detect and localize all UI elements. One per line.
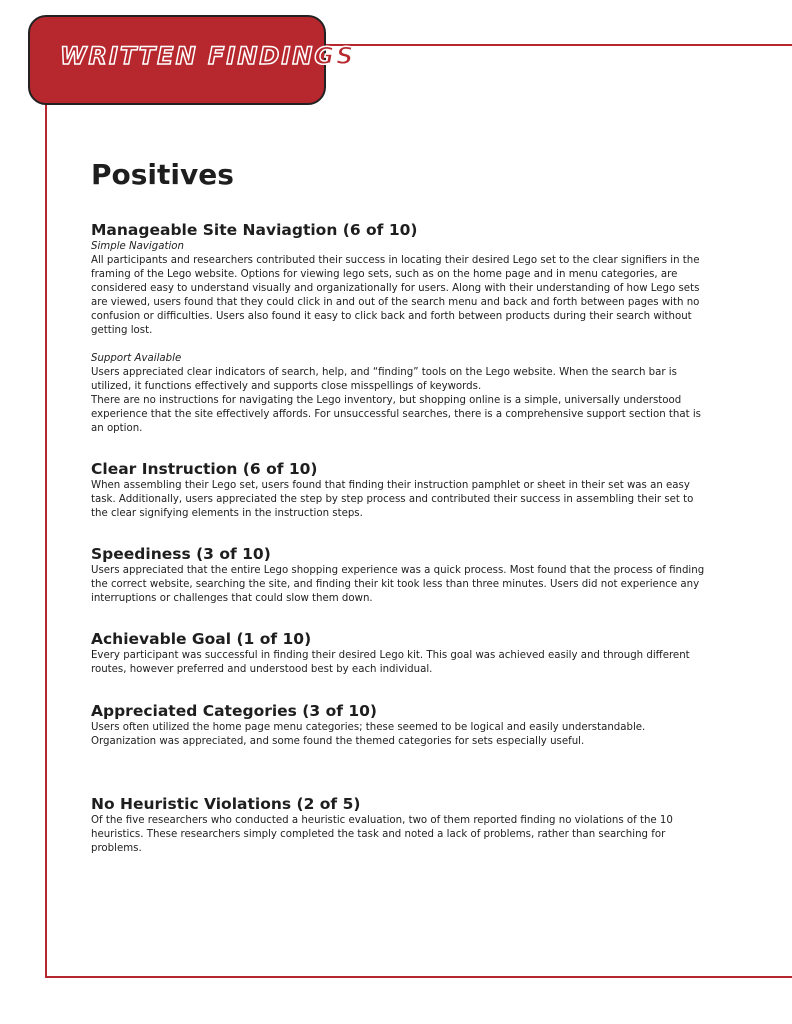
header-banner [28, 15, 356, 105]
section-no-heuristic-violations [91, 795, 711, 856]
section-paragraph: Every participant was successful in finding their desired Lego kit. This goal was achieved easily and through different routes, however preferred and understood best by each individual. [91, 650, 690, 675]
subheading-support-available: Support Available [91, 353, 182, 364]
frame-left-rule [45, 100, 47, 978]
section-heading: Appreciated Categories (3 of 10) [91, 702, 378, 720]
section-clear-instruction [91, 460, 711, 521]
frame-top-rule [300, 44, 792, 46]
banner-title: WRITTEN FINDINGS [60, 42, 356, 70]
section-paragraph: When assembling their Lego set, users found that finding their instruction pamphlet or sheet in their set was an easy task. Additionally, users appreciated the step by step process and contributed their success in assembling their set to the clear signifying elements in the instruction steps. [91, 480, 694, 519]
section-appreciated-categories [91, 702, 711, 749]
section-heading: No Heuristic Violations (2 of 5) [91, 795, 361, 813]
section-site-navigation [91, 221, 711, 436]
section-heading: Clear Instruction (6 of 10) [91, 460, 318, 478]
section-heading: Achievable Goal (1 of 10) [91, 630, 312, 648]
section-paragraph: Users often utilized the home page menu categories; these seemed to be logical and easily understandable. Organization was appreciated, and some found the themed categories for sets especially useful. [91, 722, 646, 747]
page-title: Positives [91, 158, 234, 191]
frame-bottom-rule [45, 976, 792, 978]
section-paragraph: Users appreciated that the entire Lego shopping experience was a quick process. Most found that the process of finding the correct website, searching the site, and finding their kit took less than three minutes. Users did not experience any interruptions or challenges that could slow them down. [91, 565, 705, 604]
section-speediness [91, 545, 711, 606]
subheading-simple-navigation: Simple Navigation [91, 241, 184, 252]
section-paragraph: Users appreciated clear indicators of search, help, and “finding” tools on the Lego website. When the search bar is utilized, it functions effectively and supports close misspellings of keywords. [91, 367, 677, 392]
section-achievable-goal [91, 630, 711, 677]
section-paragraph: Of the five researchers who conducted a heuristic evaluation, two of them reported finding no violations of the 10 heuristics. These researchers simply completed the task and noted a lack of problems, rather than searching for problems. [91, 815, 673, 854]
section-heading: Speediness (3 of 10) [91, 545, 271, 563]
section-heading: Manageable Site Naviagtion (6 of 10) [91, 221, 418, 239]
section-paragraph: There are no instructions for navigating the Lego inventory, but shopping online is a simple, universally understood experience that the site effectively affords. For unsuccessful searches, there is a comprehensive support section that is an option. [91, 395, 701, 434]
section-paragraph: All participants and researchers contributed their success in locating their desired Lego set to the clear signifiers in the framing of the Lego website. Options for viewing lego sets, such as on the home page and in menu categories, are considered easy to understand visually and organizationally for users. Along with their understanding of how Lego sets are viewed, users found that they could click in and out of the search menu and back and forth between pages with no confusion or difficulties. Users also found it easy to click back and forth between products during their search without getting lost. [91, 255, 700, 336]
